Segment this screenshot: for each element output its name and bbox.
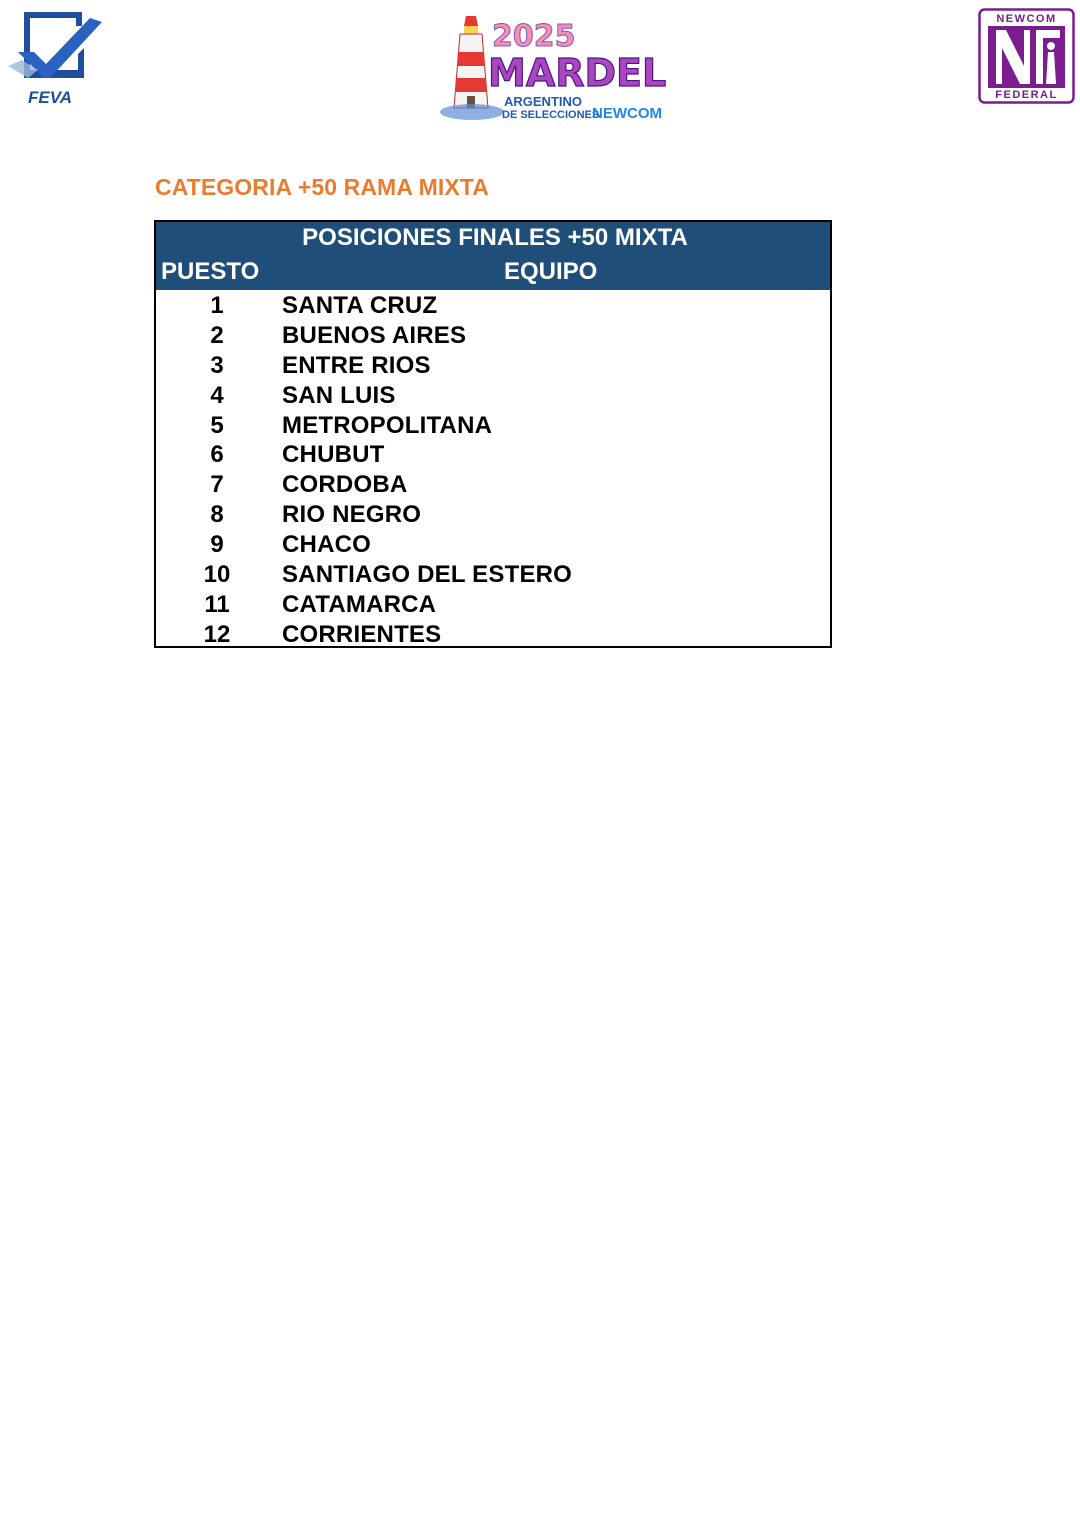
team-cell: CATAMARCA	[282, 590, 437, 618]
table-row	[156, 411, 830, 441]
mardel-year: 2025	[492, 19, 576, 54]
position-cell: 1	[210, 292, 224, 319]
team-cell: RIO NEGRO	[282, 501, 422, 529]
team-cell: CHACO	[282, 531, 371, 559]
table-title: POSICIONES FINALES +50 MIXTA	[302, 224, 688, 251]
team-cell: CORDOBA	[282, 471, 408, 499]
table-header	[156, 222, 830, 290]
position-cell: 10	[203, 561, 231, 589]
mardel-name: MARDEL	[488, 51, 667, 95]
table-row	[156, 381, 830, 411]
position-cell: 11	[204, 590, 230, 618]
position-cell: 4	[210, 381, 224, 409]
position-cell: 7	[210, 471, 224, 499]
position-cell: 6	[210, 441, 224, 469]
mardel-line2: DE SELECCIONES	[502, 109, 600, 121]
table-row	[156, 351, 830, 381]
table-row	[156, 321, 830, 351]
mardel-line1: ARGENTINO	[504, 94, 582, 109]
table-row	[156, 590, 830, 620]
team-cell: BUENOS AIRES	[282, 321, 467, 349]
results-table	[154, 220, 832, 648]
feva-check-logo-icon	[4, 8, 106, 108]
position-cell: 12	[203, 620, 231, 648]
table-row	[156, 291, 830, 321]
mardel-brand: NEWCOM	[592, 105, 662, 122]
newcom-bottom-text: FEDERAL	[995, 89, 1058, 101]
mardel-2025-logo	[438, 12, 667, 124]
feva-logo-text: FEVA	[28, 88, 73, 107]
team-cell: ENTRE RIOS	[282, 351, 431, 379]
table-row	[156, 530, 830, 560]
position-cell: 3	[210, 351, 224, 379]
newcom-nf-logo-icon	[988, 26, 1065, 88]
position-cell: 8	[210, 501, 224, 529]
table-row	[156, 470, 830, 500]
team-cell: CHUBUT	[282, 441, 385, 469]
table-body	[156, 290, 830, 650]
table-row	[156, 620, 830, 650]
category-title: CATEGORIA +50 RAMA MIXTA	[155, 174, 490, 200]
newcom-top-text: NEWCOM	[996, 13, 1057, 25]
team-cell: METROPOLITANA	[282, 411, 493, 439]
table-row	[156, 560, 830, 590]
column-header-equipo: EQUIPO	[504, 258, 598, 285]
table-row	[156, 500, 830, 530]
team-cell: CORRIENTES	[282, 620, 442, 648]
team-cell: SANTA CRUZ	[282, 292, 438, 319]
position-cell: 2	[210, 321, 224, 349]
newcom-federal-logo	[978, 8, 1075, 104]
position-cell: 5	[210, 411, 224, 439]
column-header-puesto: PUESTO	[161, 258, 260, 285]
table-row	[156, 440, 830, 470]
team-cell: SAN LUIS	[282, 381, 396, 409]
feva-logo	[4, 8, 106, 108]
position-cell: 9	[210, 531, 224, 559]
team-cell: SANTIAGO DEL ESTERO	[282, 561, 573, 589]
